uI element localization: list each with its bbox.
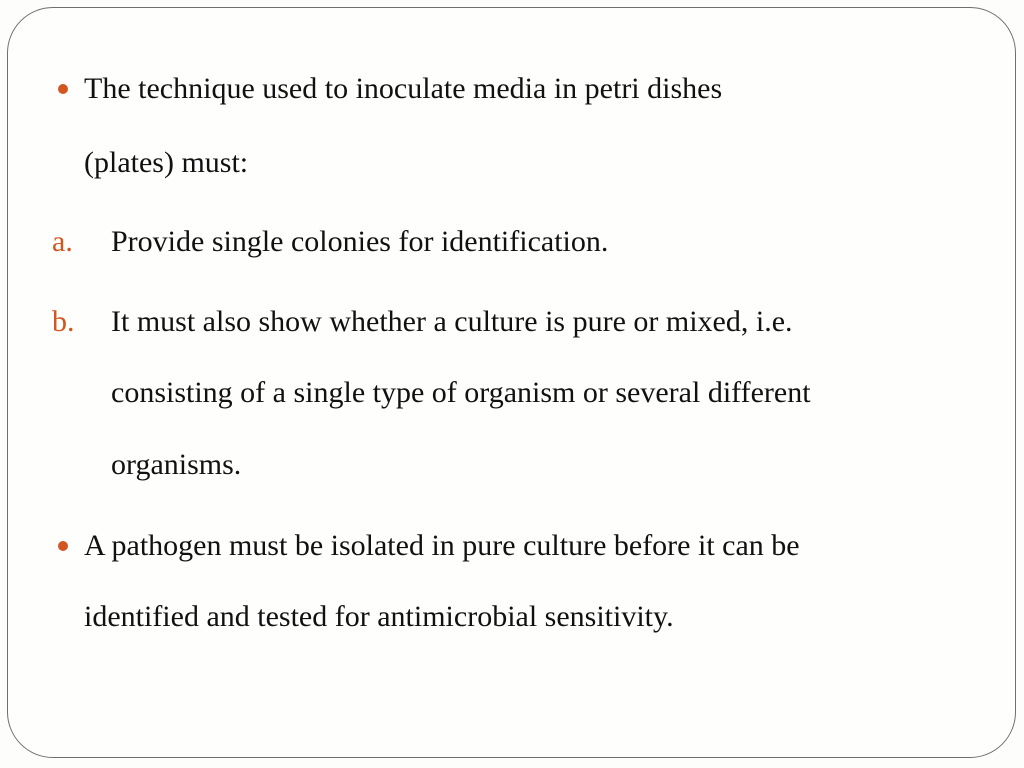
item-a-marker: a. bbox=[52, 225, 73, 258]
bullet1-line2: (plates) must: bbox=[84, 146, 249, 179]
item-b-line2: consisting of a single type of organism or several different bbox=[111, 376, 811, 409]
bullet1-line1: The technique used to inoculate media in petri dishes bbox=[84, 72, 723, 105]
item-b-marker: b. bbox=[52, 305, 75, 338]
item-b-line1: It must also show whether a culture is pure or mixed, i.e. bbox=[111, 305, 793, 338]
item-a-line1: Provide single colonies for identification. bbox=[111, 225, 609, 258]
bullet2-line2: identified and tested for antimicrobial sensitivity. bbox=[84, 600, 674, 633]
item-b-line3: organisms. bbox=[111, 448, 242, 481]
bullet-dot-icon bbox=[58, 541, 68, 551]
bullet2-line1: A pathogen must be isolated in pure culture before it can be bbox=[84, 529, 800, 562]
bullet-dot-icon bbox=[58, 84, 68, 94]
